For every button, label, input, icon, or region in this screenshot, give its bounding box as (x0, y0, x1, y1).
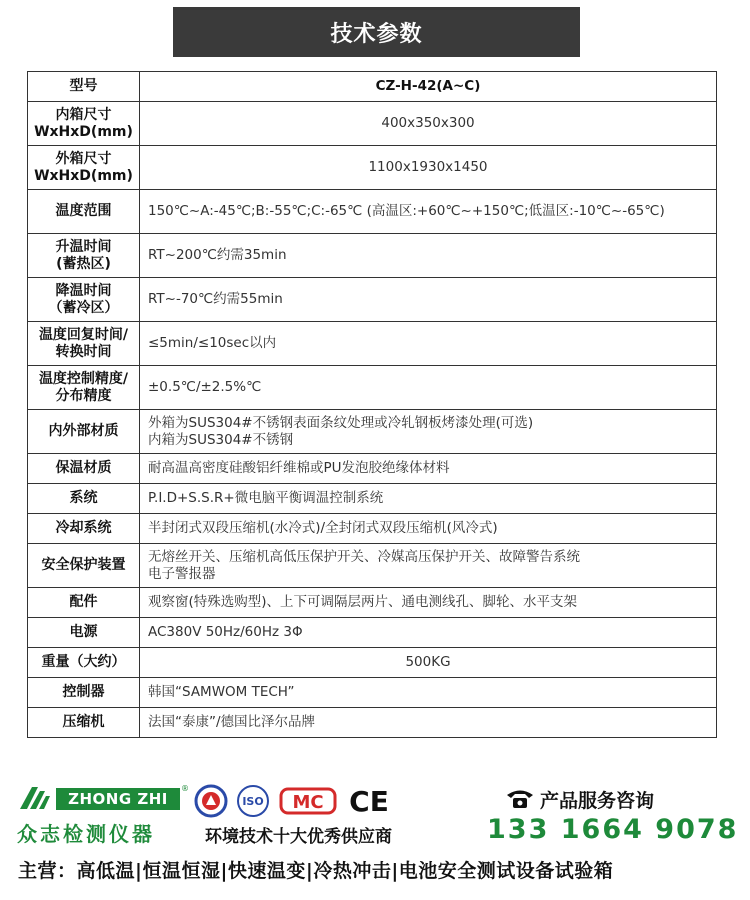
spec-value: RT~-70℃约需55min (140, 278, 717, 322)
spec-label: 保温材质 (28, 454, 140, 484)
spec-value: 外箱为SUS304#不锈钢表面条纹处理或冷轧钢板烤漆处理(可选) 内箱为SUS304#不锈钢 (140, 410, 717, 454)
spec-value: P.I.D+S.S.R+微电脑平衡调温控制系统 (140, 484, 717, 514)
spec-value: 耐高温高密度硅酸铝纤维棉或PU发泡胶绝缘体材料 (140, 454, 717, 484)
spec-row (28, 588, 717, 618)
iso-label: ISO (242, 795, 264, 808)
spec-label: 外箱尺寸 WxHxD(mm) (28, 146, 140, 190)
registered-mark: ® (181, 784, 189, 793)
iso-cert-icon (234, 784, 272, 818)
spec-row (28, 322, 717, 366)
spec-row (28, 146, 717, 190)
spec-label: 电源 (28, 618, 140, 648)
spec-label: 系统 (28, 484, 140, 514)
spec-value: 韩国“SAMWOM TECH” (140, 678, 717, 708)
spec-label: 配件 (28, 588, 140, 618)
slogan: 环境技术十大优秀供应商 (205, 827, 392, 847)
spec-label: 升温时间 (蓄热区) (28, 234, 140, 278)
spec-value: ≤5min/≤10sec以内 (140, 322, 717, 366)
spec-value: 1100x1930x1450 (140, 146, 717, 190)
spec-row (28, 648, 717, 678)
spec-row (28, 72, 717, 102)
spec-label: 安全保护装置 (28, 544, 140, 588)
spec-value: 法国“泰康”/德国比泽尔品牌 (140, 708, 717, 738)
spec-row (28, 514, 717, 544)
spec-value: 半封闭式双段压缩机(水冷式)/全封闭式双段压缩机(风冷式) (140, 514, 717, 544)
ce-label: CE (349, 785, 389, 817)
spec-row (28, 708, 717, 738)
spec-value: ±0.5℃/±2.5%℃ (140, 366, 717, 410)
spec-label: 冷却系统 (28, 514, 140, 544)
phone-number[interactable]: 133 1664 9078 (487, 814, 739, 845)
spec-value: AC380V 50Hz/60Hz 3Φ (140, 618, 717, 648)
spec-row (28, 190, 717, 234)
spec-row (28, 410, 717, 454)
spec-label: 温度控制精度/ 分布精度 (28, 366, 140, 410)
spec-row (28, 454, 717, 484)
spec-value: 观察窗(特殊选购型)、上下可调隔层两片、通电测线孔、脚轮、水平支架 (140, 588, 717, 618)
spec-value: 无熔丝开关、压缩机高低压保护开关、冷媒高压保护开关、故障警告系统 电子警报器 (140, 544, 717, 588)
spec-label: 压缩机 (28, 708, 140, 738)
spec-row (28, 678, 717, 708)
main-business: 主营：高低温|恒温恒湿|快速温变|冷热冲击|电池安全测试设备试验箱 (18, 860, 614, 882)
brand-name-cn: 众志检测仪器 (17, 822, 155, 846)
spec-label: 重量（大约） (28, 648, 140, 678)
zhongzhi-logo-icon (18, 783, 52, 811)
spec-label: 型号 (28, 72, 140, 102)
spec-label: 内外部材质 (28, 410, 140, 454)
spec-row (28, 366, 717, 410)
spec-label: 降温时间 （蓄冷区） (28, 278, 140, 322)
spec-table (27, 71, 717, 738)
spec-value: 150℃~A:-45℃;B:-55℃;C:-65℃ (高温区:+60℃~+150℃;低温区:-10℃~-65℃) (140, 190, 717, 234)
spec-label: 控制器 (28, 678, 140, 708)
spec-label: 温度范围 (28, 190, 140, 234)
telephone-icon (505, 786, 535, 810)
mc-cert-icon (279, 786, 337, 816)
spec-label: 温度回复时间/ 转换时间 (28, 322, 140, 366)
ce-cert-icon (343, 785, 395, 817)
spec-row (28, 618, 717, 648)
spec-value: 500KG (140, 648, 717, 678)
spec-row (28, 278, 717, 322)
spec-label: 内箱尺寸 WxHxD(mm) (28, 102, 140, 146)
quality-seal-icon (192, 784, 230, 818)
page-title: 技术参数 (173, 7, 580, 57)
brand-name-en: ZHONG ZHI (56, 788, 180, 810)
mc-label: MC (292, 792, 324, 813)
spec-row (28, 102, 717, 146)
footer (0, 770, 750, 900)
service-label: 产品服务咨询 (540, 790, 655, 812)
spec-row (28, 544, 717, 588)
spec-value: 400x350x300 (140, 102, 717, 146)
spec-value: CZ-H-42(A~C) (140, 72, 717, 102)
spec-value: RT~200℃约需35min (140, 234, 717, 278)
spec-row (28, 234, 717, 278)
spec-row (28, 484, 717, 514)
